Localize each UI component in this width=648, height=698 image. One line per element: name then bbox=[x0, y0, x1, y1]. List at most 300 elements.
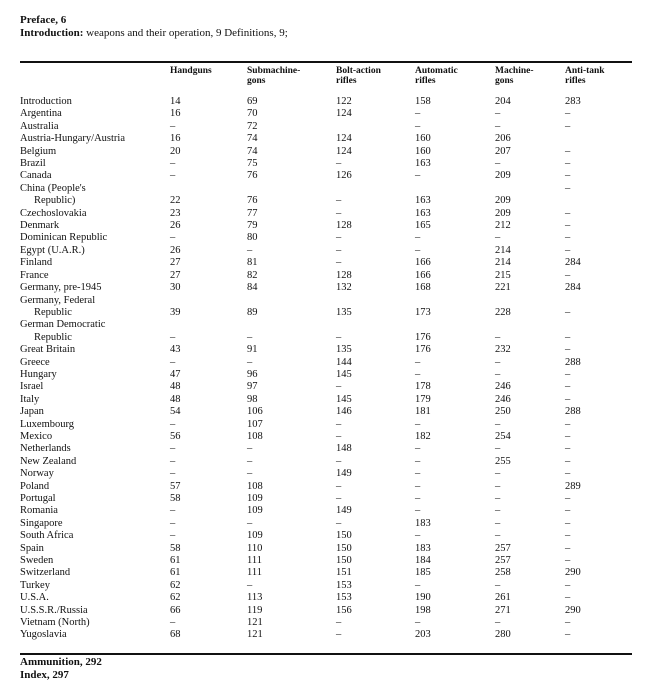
country-label: Luxembourg bbox=[20, 418, 75, 430]
page-number-cell: – bbox=[415, 480, 421, 492]
page-number-cell: – bbox=[170, 617, 176, 629]
page-number-cell: 109 bbox=[247, 505, 263, 517]
country-label: Denmark bbox=[20, 220, 60, 232]
table-row bbox=[20, 567, 632, 579]
page-number-cell: 178 bbox=[415, 381, 431, 393]
page-number-cell: – bbox=[247, 356, 253, 368]
page-number-cell: 62 bbox=[170, 579, 181, 591]
page-number-cell: – bbox=[336, 331, 342, 343]
table-row bbox=[20, 518, 632, 530]
page-number-cell: 121 bbox=[247, 629, 263, 641]
table-body bbox=[20, 96, 632, 642]
page-number-cell: 166 bbox=[415, 269, 431, 281]
page-number-cell: 82 bbox=[247, 269, 258, 281]
page-number-cell: 207 bbox=[495, 145, 511, 157]
column-header: Bolt-action rifles bbox=[336, 66, 381, 86]
country-label: France bbox=[20, 269, 49, 281]
page-number-cell: 257 bbox=[495, 542, 511, 554]
table-row bbox=[20, 332, 632, 344]
page-number-cell: 75 bbox=[247, 158, 258, 170]
page-number-cell: 153 bbox=[336, 592, 352, 604]
column-header: Submachine- gons bbox=[247, 66, 301, 86]
page-number-cell: – bbox=[170, 158, 176, 170]
page-number-cell: 61 bbox=[170, 567, 181, 579]
page-number-cell: 214 bbox=[495, 257, 511, 269]
page-number-cell: 209 bbox=[495, 195, 511, 207]
country-label: China (People's bbox=[20, 182, 86, 194]
page-number-cell: 290 bbox=[565, 604, 581, 616]
header-row bbox=[20, 66, 632, 96]
contents-header bbox=[20, 14, 288, 40]
page-number-cell: – bbox=[565, 455, 571, 467]
page-number-cell: 289 bbox=[565, 480, 581, 492]
page-number-cell: 221 bbox=[495, 282, 511, 294]
page-number-cell: 97 bbox=[247, 381, 258, 393]
page-number-cell: – bbox=[495, 232, 501, 244]
page-number-cell: 66 bbox=[170, 604, 181, 616]
table-row bbox=[20, 295, 632, 307]
page-number-cell bbox=[336, 295, 415, 307]
page-number-cell: – bbox=[565, 232, 571, 244]
page-number-cell: – bbox=[336, 257, 342, 269]
page-number-cell: 166 bbox=[415, 257, 431, 269]
page-number-cell: 107 bbox=[247, 418, 263, 430]
page-number-cell: – bbox=[415, 356, 421, 368]
page-number-cell: – bbox=[247, 468, 253, 480]
page-number-cell: – bbox=[247, 331, 253, 343]
page-number-cell: 58 bbox=[170, 493, 181, 504]
contents-table bbox=[20, 66, 632, 642]
page-number-cell: – bbox=[495, 108, 501, 120]
page-number-cell: 76 bbox=[247, 195, 258, 207]
page-number-cell: 30 bbox=[170, 282, 181, 294]
page-number-cell: 148 bbox=[336, 443, 352, 455]
page-number-cell bbox=[415, 319, 495, 331]
introduction-line bbox=[20, 27, 288, 40]
page-number-cell: – bbox=[415, 368, 421, 380]
page-number-cell bbox=[170, 319, 247, 331]
page-number-cell: 209 bbox=[495, 170, 511, 182]
page-number-cell: 183 bbox=[415, 542, 431, 554]
page-number-cell bbox=[565, 295, 632, 307]
table-row bbox=[20, 357, 632, 369]
table-row bbox=[20, 108, 632, 120]
page-number-cell: – bbox=[336, 207, 342, 219]
page-number-cell: – bbox=[495, 505, 501, 517]
index-line: Index, 297 bbox=[20, 669, 69, 681]
page-number-cell: 26 bbox=[170, 220, 181, 232]
country-label: Poland bbox=[20, 480, 50, 492]
page-number-cell: 16 bbox=[170, 108, 181, 120]
country-label: Norway bbox=[20, 468, 54, 480]
page-number-cell: – bbox=[565, 182, 571, 194]
table-row bbox=[20, 232, 632, 244]
page-number-cell: – bbox=[170, 455, 176, 467]
country-label: Yugoslavia bbox=[20, 629, 67, 641]
page-number-cell: 153 bbox=[336, 579, 352, 591]
page-number-cell: 176 bbox=[415, 344, 431, 356]
page-number-cell: 145 bbox=[336, 393, 352, 405]
country-label: Republic bbox=[34, 331, 72, 343]
page-number-cell: 89 bbox=[247, 306, 258, 318]
country-label: Great Britain bbox=[20, 344, 76, 356]
page-number-cell: – bbox=[336, 244, 342, 256]
row-label-header bbox=[20, 66, 170, 96]
page-number-cell: – bbox=[336, 195, 342, 207]
page-number-cell: – bbox=[170, 170, 176, 182]
page-number-cell: – bbox=[565, 542, 571, 554]
page-number-cell bbox=[336, 319, 415, 331]
table-row bbox=[20, 121, 632, 133]
page-number-cell: 258 bbox=[495, 567, 511, 579]
page-number-cell: 283 bbox=[565, 96, 581, 107]
page-number-cell: – bbox=[415, 455, 421, 467]
page-number-cell: 108 bbox=[247, 480, 263, 492]
page-number-cell: 173 bbox=[415, 306, 431, 318]
page-number-cell: 81 bbox=[247, 257, 258, 269]
table-row bbox=[20, 183, 632, 195]
page-number-cell: – bbox=[336, 418, 342, 430]
country-label: Republic) bbox=[34, 195, 76, 207]
page-number-cell: 163 bbox=[415, 195, 431, 207]
page-number-cell: – bbox=[415, 443, 421, 455]
page-number-cell bbox=[170, 295, 247, 307]
table-row bbox=[20, 419, 632, 431]
table-row bbox=[20, 406, 632, 418]
page-number-cell: 91 bbox=[247, 344, 258, 356]
page-number-cell: 284 bbox=[565, 257, 581, 269]
page-number-cell: 39 bbox=[170, 306, 181, 318]
top-rule bbox=[20, 61, 632, 63]
page-number-cell: – bbox=[336, 455, 342, 467]
table-row bbox=[20, 245, 632, 257]
page-number-cell: 203 bbox=[415, 629, 431, 641]
page-number-cell bbox=[247, 319, 336, 331]
page-number-cell: – bbox=[495, 617, 501, 629]
page-number-cell: – bbox=[565, 269, 571, 281]
page-number-cell: 57 bbox=[170, 480, 181, 492]
page-number-cell: 76 bbox=[247, 170, 258, 182]
page-number-cell: 122 bbox=[336, 96, 352, 107]
page-number-cell: 288 bbox=[565, 356, 581, 368]
page-number-cell: 128 bbox=[336, 269, 352, 281]
page-number-cell: 250 bbox=[495, 406, 511, 418]
page-number-cell: – bbox=[565, 579, 571, 591]
country-label: Singapore bbox=[20, 517, 63, 529]
page-number-cell: 209 bbox=[495, 207, 511, 219]
country-label: Austria-Hungary/Austria bbox=[20, 133, 125, 145]
country-label: Turkey bbox=[20, 579, 50, 591]
table-row bbox=[20, 307, 632, 319]
page-number-cell: 183 bbox=[415, 517, 431, 529]
page-number-cell: – bbox=[565, 306, 571, 318]
table-row bbox=[20, 369, 632, 381]
page-number-cell: 108 bbox=[247, 430, 263, 442]
country-label: U.S.S.R./Russia bbox=[20, 604, 88, 616]
page-number-cell: – bbox=[495, 493, 501, 504]
table-row bbox=[20, 543, 632, 555]
page-number-cell: 84 bbox=[247, 282, 258, 294]
page-number-cell: 212 bbox=[495, 220, 511, 232]
page-number-cell bbox=[495, 183, 565, 195]
page-number-cell: 182 bbox=[415, 430, 431, 442]
page-number-cell: 228 bbox=[495, 306, 511, 318]
page-number-cell bbox=[336, 183, 415, 195]
page-number-cell: 109 bbox=[247, 493, 263, 504]
page-number-cell: 79 bbox=[247, 220, 258, 232]
page-number-cell: – bbox=[565, 468, 571, 480]
table-row bbox=[20, 319, 632, 331]
table-row bbox=[20, 394, 632, 406]
page-number-cell: 254 bbox=[495, 430, 511, 442]
country-label: Dominican Republic bbox=[20, 232, 108, 244]
page-number-cell: – bbox=[495, 468, 501, 480]
page-number-cell: 109 bbox=[247, 530, 263, 542]
page-number-cell: 48 bbox=[170, 381, 181, 393]
page-number-cell: – bbox=[565, 244, 571, 256]
country-label: Introduction bbox=[20, 96, 72, 107]
page-number-cell: 14 bbox=[170, 96, 181, 107]
page-number-cell: 96 bbox=[247, 368, 258, 380]
page-number-cell: 72 bbox=[247, 120, 258, 132]
page-number-cell: 290 bbox=[565, 567, 581, 579]
table-row bbox=[20, 605, 632, 617]
page-number-cell: 106 bbox=[247, 406, 263, 418]
country-label: German Democratic bbox=[20, 319, 106, 331]
country-label: Republic bbox=[34, 306, 72, 318]
page-number-cell: 16 bbox=[170, 133, 181, 145]
page-number-cell: 158 bbox=[415, 96, 431, 107]
page-number-cell: 150 bbox=[336, 542, 352, 554]
table-row bbox=[20, 592, 632, 604]
page-number-cell: 124 bbox=[336, 133, 352, 145]
page-number-cell: – bbox=[170, 468, 176, 480]
page-number-cell: 198 bbox=[415, 604, 431, 616]
page-number-cell: 121 bbox=[247, 617, 263, 629]
country-label: New Zealand bbox=[20, 455, 77, 467]
page-number-cell: – bbox=[415, 232, 421, 244]
page-number-cell: – bbox=[415, 579, 421, 591]
country-label: Sweden bbox=[20, 555, 54, 567]
page-number-cell: – bbox=[170, 443, 176, 455]
page-number-cell: 58 bbox=[170, 542, 181, 554]
page-number-cell: 163 bbox=[415, 207, 431, 219]
table-row bbox=[20, 580, 632, 592]
page-number-cell: 62 bbox=[170, 592, 181, 604]
introduction-label: Introduction: bbox=[20, 27, 84, 39]
page-number-cell: – bbox=[170, 232, 176, 244]
preface-line: Preface, 6 bbox=[20, 14, 67, 26]
country-label: Finland bbox=[20, 257, 53, 269]
country-label: Mexico bbox=[20, 430, 53, 442]
country-label: Spain bbox=[20, 542, 44, 554]
page-number-cell: – bbox=[565, 108, 571, 120]
table-row bbox=[20, 158, 632, 170]
page-number-cell: 128 bbox=[336, 220, 352, 232]
contents-footer bbox=[20, 656, 102, 682]
country-label: Australia bbox=[20, 120, 59, 132]
page-number-cell: 111 bbox=[247, 555, 262, 567]
page-number-cell: 168 bbox=[415, 282, 431, 294]
page-number-cell: 56 bbox=[170, 430, 181, 442]
column-header: Handguns bbox=[170, 66, 212, 76]
page-number-cell: – bbox=[565, 368, 571, 380]
page-number-cell: 77 bbox=[247, 207, 258, 219]
table-row bbox=[20, 443, 632, 455]
page-number-cell: 288 bbox=[565, 406, 581, 418]
page-number-cell: – bbox=[565, 443, 571, 455]
page-number-cell: 119 bbox=[247, 604, 263, 616]
page-number-cell: – bbox=[336, 232, 342, 244]
page-number-cell: – bbox=[565, 331, 571, 343]
page-number-cell: – bbox=[495, 579, 501, 591]
page-number-cell bbox=[170, 183, 247, 195]
page-number-cell bbox=[247, 183, 336, 195]
country-label: South Africa bbox=[20, 530, 74, 542]
page-number-cell: – bbox=[247, 579, 253, 591]
country-label: Canada bbox=[20, 170, 52, 182]
page-number-cell: 27 bbox=[170, 257, 181, 269]
page-number-cell: 113 bbox=[247, 592, 263, 604]
page-number-cell bbox=[565, 133, 632, 145]
page-number-cell: – bbox=[495, 356, 501, 368]
page-number-cell: – bbox=[495, 530, 501, 542]
page-number-cell: – bbox=[495, 368, 501, 380]
table-row bbox=[20, 146, 632, 158]
page-number-cell: 135 bbox=[336, 306, 352, 318]
page-number-cell: 70 bbox=[247, 108, 258, 120]
page-number-cell: 215 bbox=[495, 269, 511, 281]
country-label: Germany, pre-1945 bbox=[20, 282, 102, 294]
page-number-cell: 151 bbox=[336, 567, 352, 579]
page-number-cell: – bbox=[495, 418, 501, 430]
page-number-cell: 98 bbox=[247, 393, 258, 405]
page-number-cell: – bbox=[565, 344, 571, 356]
page-number-cell: 190 bbox=[415, 592, 431, 604]
page-number-cell: 69 bbox=[247, 96, 258, 107]
country-label: Greece bbox=[20, 356, 50, 368]
page-number-cell: – bbox=[336, 430, 342, 442]
page-number-cell: – bbox=[565, 530, 571, 542]
page-number-cell: – bbox=[565, 381, 571, 393]
page-number-cell: 204 bbox=[495, 96, 511, 107]
page-number-cell: – bbox=[415, 418, 421, 430]
page-number-cell: – bbox=[565, 555, 571, 567]
country-label: Brazil bbox=[20, 158, 46, 170]
page-number-cell: – bbox=[336, 517, 342, 529]
page-number-cell: – bbox=[415, 617, 421, 629]
page-number-cell: 255 bbox=[495, 455, 511, 467]
page-number-cell: – bbox=[336, 480, 342, 492]
table-row bbox=[20, 96, 632, 108]
page-number-cell: 165 bbox=[415, 220, 431, 232]
table-row bbox=[20, 220, 632, 232]
table-row bbox=[20, 257, 632, 269]
country-label: Vietnam (North) bbox=[20, 617, 90, 629]
page-number-cell: – bbox=[565, 120, 571, 132]
page-number-cell: 246 bbox=[495, 381, 511, 393]
page-number-cell: – bbox=[495, 158, 501, 170]
introduction-text: weapons and their operation, 9 Definitions, 9; bbox=[83, 27, 288, 39]
page-number-cell: – bbox=[336, 493, 342, 504]
country-label: Czechoslovakia bbox=[20, 207, 87, 219]
page-number-cell: 232 bbox=[495, 344, 511, 356]
table-row bbox=[20, 493, 632, 505]
page-number-cell: – bbox=[415, 108, 421, 120]
page-number-cell: 74 bbox=[247, 133, 258, 145]
page-number-cell bbox=[415, 183, 495, 195]
page-number-cell: 54 bbox=[170, 406, 181, 418]
country-label: Israel bbox=[20, 381, 44, 393]
page-number-cell: – bbox=[565, 418, 571, 430]
table-row bbox=[20, 344, 632, 356]
page-number-cell: – bbox=[336, 158, 342, 170]
page-number-cell bbox=[565, 195, 632, 207]
page-number-cell: 135 bbox=[336, 344, 352, 356]
page-number-cell: 146 bbox=[336, 406, 352, 418]
country-label: Egypt (U.A.R.) bbox=[20, 244, 85, 256]
page-number-cell: – bbox=[170, 120, 176, 132]
page-number-cell: – bbox=[565, 592, 571, 604]
page-number-cell: – bbox=[565, 145, 571, 157]
page-number-cell: 181 bbox=[415, 406, 431, 418]
page-number-cell: – bbox=[415, 493, 421, 504]
country-label: Japan bbox=[20, 406, 44, 418]
country-label: Netherlands bbox=[20, 443, 71, 455]
page-number-cell: – bbox=[565, 170, 571, 182]
page-number-cell: – bbox=[565, 493, 571, 504]
page-number-cell bbox=[415, 295, 495, 307]
page-number-cell: – bbox=[247, 443, 253, 455]
page-number-cell: 206 bbox=[495, 133, 511, 145]
table-row bbox=[20, 617, 632, 629]
page-number-cell: 68 bbox=[170, 629, 181, 641]
table-row bbox=[20, 170, 632, 182]
page-number-cell bbox=[495, 295, 565, 307]
page-number-cell: 47 bbox=[170, 368, 181, 380]
page-number-cell: 124 bbox=[336, 108, 352, 120]
bottom-rule bbox=[20, 653, 632, 655]
page-number-cell: – bbox=[565, 517, 571, 529]
table-row bbox=[20, 133, 632, 145]
column-header: Anti-tank rifles bbox=[565, 66, 605, 86]
table-row bbox=[20, 456, 632, 468]
page-number-cell: 179 bbox=[415, 393, 431, 405]
page-number-cell: – bbox=[415, 530, 421, 542]
page-number-cell: – bbox=[565, 629, 571, 641]
country-label: Switzerland bbox=[20, 567, 71, 579]
page-number-cell: 74 bbox=[247, 145, 258, 157]
table-row bbox=[20, 381, 632, 393]
page-number-cell: 144 bbox=[336, 356, 352, 368]
page-number-cell: 261 bbox=[495, 592, 511, 604]
table-row bbox=[20, 555, 632, 567]
country-label: Italy bbox=[20, 393, 40, 405]
page-number-cell: 132 bbox=[336, 282, 352, 294]
page-number-cell: 271 bbox=[495, 604, 511, 616]
page-number-cell: – bbox=[565, 617, 571, 629]
page-number-cell bbox=[565, 319, 632, 331]
page-number-cell: 27 bbox=[170, 269, 181, 281]
page-number-cell: 150 bbox=[336, 555, 352, 567]
page-number-cell: – bbox=[415, 120, 421, 132]
page-number-cell: – bbox=[565, 393, 571, 405]
page-number-cell: 160 bbox=[415, 133, 431, 145]
page-number-cell: – bbox=[170, 530, 176, 542]
table-row bbox=[20, 481, 632, 493]
country-label: Belgium bbox=[20, 145, 57, 157]
page-number-cell bbox=[247, 295, 336, 307]
